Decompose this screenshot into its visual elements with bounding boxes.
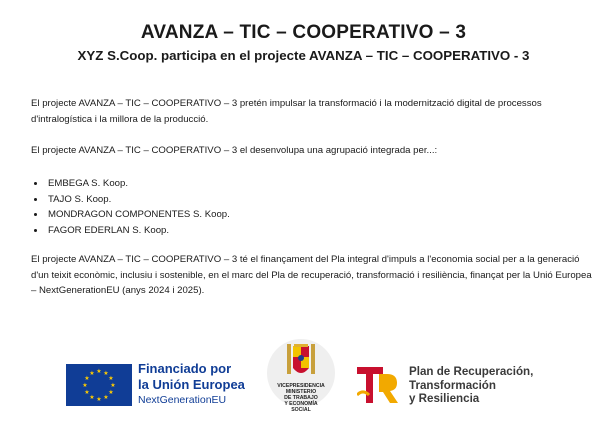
recovery-plan-line1: Plan de Recuperación, — [409, 365, 534, 378]
svg-text:★: ★ — [103, 394, 109, 401]
svg-text:★: ★ — [82, 382, 88, 389]
recovery-plan-line2: Transformación — [409, 378, 496, 392]
prtr-mark-icon — [357, 365, 401, 405]
partners-intro-paragraph: El projecte AVANZA – TIC – COOPERATIVO – 3 el desenvolupa una agrupació integrada per...: — [31, 145, 438, 156]
svg-text:★: ★ — [103, 370, 109, 377]
eu-logo-line2: la Unión Europea — [138, 377, 245, 392]
page-title: AVANZA – TIC – COOPERATIVO – 3 — [140, 22, 467, 43]
ministry-logo-text: VICEPRESIDENCIA MINISTERIO DE TRABAJO Y ECONOMÍA SOCIAL — [277, 383, 325, 413]
intro-paragraph: El projecte AVANZA – TIC – COOPERATIVO – 3 pretén impulsar la transformació i la modernització digital de processos d'intralogística i la millora de la producció. — [31, 98, 542, 125]
svg-text:★: ★ — [110, 382, 116, 389]
svg-text:★: ★ — [89, 370, 95, 377]
coat-of-arms-icon — [285, 344, 317, 382]
svg-text:★: ★ — [89, 394, 95, 401]
list-item: • FAGOR EDERLAN S. Koop. — [46, 223, 230, 239]
recovery-plan-text — [409, 365, 533, 406]
svg-text:★: ★ — [108, 389, 114, 396]
partners-list — [31, 176, 230, 238]
svg-text:★: ★ — [108, 375, 114, 382]
eu-logo-line1: Financiado por — [138, 361, 232, 376]
ministry-logo — [261, 338, 341, 416]
eu-funding-logo — [66, 360, 248, 408]
eu-logo-line3: NextGenerationEU — [138, 394, 227, 406]
svg-text:★: ★ — [96, 368, 102, 375]
list-item: • MONDRAGON COMPONENTES S. Koop. — [46, 207, 230, 223]
funding-paragraph: El projecte AVANZA – TIC – COOPERATIVO – 3 té el finançament del Pla integral d'impuls a l'economia social per a la generació d'un teixit econòmic, inclusiu i sostenible, en el marc del Pla de recuperació, transformació i resiliència, finançat per la Unió Europea – NextGenerationEU (anys 2024 i 2025). — [31, 254, 592, 296]
recovery-plan-logo — [357, 362, 557, 410]
list-item: • EMBEGA S. Koop. — [46, 176, 230, 192]
page-subtitle: XYZ S.Coop. participa en el projecte AVANZA – TIC – COOPERATIVO - 3 — [77, 48, 530, 63]
svg-text:★: ★ — [84, 389, 90, 396]
recovery-plan-line3: y Resiliencia — [409, 392, 480, 405]
list-item: • TAJO S. Koop. — [46, 192, 230, 208]
eu-flag-icon — [66, 364, 132, 406]
svg-text:★: ★ — [84, 375, 90, 382]
svg-text:★: ★ — [96, 396, 102, 403]
